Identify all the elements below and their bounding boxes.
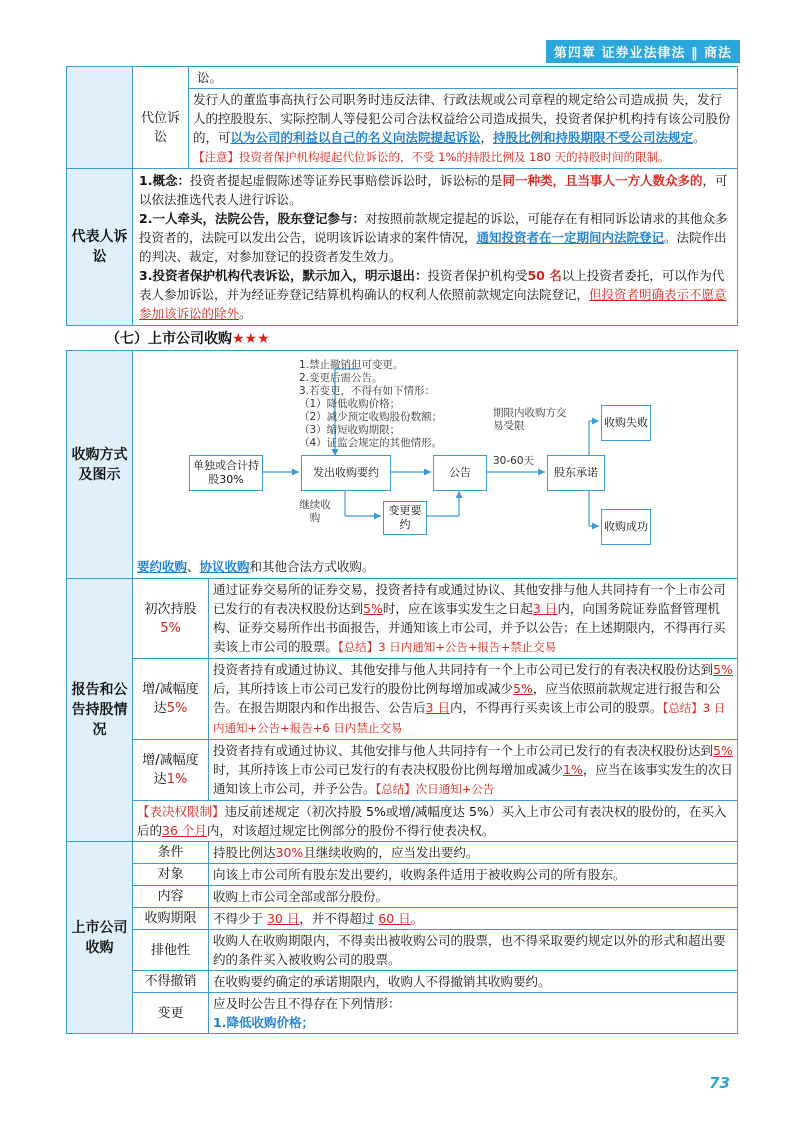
derivative-suit-text: 发行人的董监事高执行公司职务时违反法律、行政法规或公司章程的规定给公司造成损 失，发行人的控股股东、实际控制人等侵犯公司合法权益给公司造成损失，投资者保护机构持有该公司股份的，可以为公司的利益以自己的名义向法院提起诉讼，持股比例和持股期限不受公司法规定。 【注意】投资者保护机构提起代位诉讼的，不受 1%的持股比例及 180 天的持股时间的限制。	[189, 89, 738, 169]
report-label: 报告和公告持股情况	[67, 579, 133, 842]
takeover-table	[66, 350, 738, 1034]
content-page	[66, 66, 738, 1034]
report-text-5pct: 投资者持有或通过协议、其他安排与他人共同持有一个上市公司已发行的有表决权股份达到5%后，其所持该上市公司已发行的股份比例每增加或减少5%，应当依照前款规定进行报告和公告。在报告期限内和作出报告、公告后3 日内，不得再行买卖该上市公司的股票。【总结】3 日内通知+公告+报告+6 日内禁止交易	[209, 659, 738, 740]
takeover-sub-change: 变更	[133, 993, 209, 1034]
diagram-notes: 1.禁止撤销但可变更。 2.变更后需公告。 3.若变更，不得有如下情形： （1）降低收购价格； （2）减少预定收购股份数额； （3）缩短收购期限； （4）证监会规定的其他情形。	[299, 359, 443, 449]
label-continue: 继续收购	[299, 499, 331, 524]
box-fail: 收购失败	[601, 405, 651, 441]
takeover-sub-content: 内容	[133, 886, 209, 908]
box-commit: 股东承诺	[547, 455, 605, 491]
box-change-offer: 变更要约	[383, 501, 427, 535]
report-sub-5pct: 增/减幅度达5%	[133, 659, 209, 740]
takeover-text-target: 向该上市公司所有股东发出要约，收购条件适用于被收购公司的所有股东。	[209, 864, 738, 886]
box-success: 收购成功	[601, 509, 651, 545]
report-text-1pct: 投资者持有或通过协议、其他安排与他人共同持有一个上市公司已发行的有表决权股份达到5%时，其所持该上市公司已发行的有表决权股份比例每增加或减少1%，应当在该事实发生的次日通知该上市公司，并予公告。【总结】次日通知+公告	[209, 740, 738, 801]
derivative-suit-note: 【注意】投资者保护机构提起代位诉讼的，不受 1%的持股比例及 180 天的持股时间的限制。	[193, 150, 670, 164]
blank-section-cell	[67, 67, 133, 169]
methods-footer: 要约收购、协议收购和其他合法方式收购。	[137, 559, 375, 574]
label-days: 30-60天	[493, 455, 535, 467]
blank-cell	[133, 67, 189, 89]
takeover-text-exclusivity: 收购人在收购期限内，不得卖出被收购公司的股票，也不得采取要约规定以外的形式和超出要约的条件买入被收购公司的股票。	[209, 930, 738, 971]
box-single-holding: 单独或合计持股30%	[189, 455, 263, 491]
page-number: 73	[709, 1074, 730, 1092]
vote-restriction: 【表决权限制】违反前述规定（初次持股 5%或增/减幅度达 5%）买入上市公司有表决权的股份的，在买入后的36 个月内，对该超过规定比例部分的股份不得行使表决权。	[133, 801, 738, 842]
methods-cell	[133, 351, 738, 579]
suit-table	[66, 66, 738, 326]
methods-label: 收购方式及图示	[67, 351, 133, 579]
label-limit: 期限内收购方交易受限	[493, 407, 567, 432]
takeover-text-irrevocable: 在收购要约确定的承诺期限内，收购人不得撤销其收购要约。	[209, 971, 738, 993]
takeover-sub-condition: 条件	[133, 842, 209, 864]
report-text-initial: 通过证券交易所的证券交易，投资者持有或通过协议、其他安排与他人共同持有一个上市公司已发行的有表决权股份达到5%时，应在该事实发生之日起3 日内，向国务院证券监督管理机构、证券交易所作出书面报告，并通知该上市公司，并予以公告；在上述期限内，不得再行买卖该上市公司的股票。【总结】3 日内通知+公告+报告+禁止交易	[209, 579, 738, 659]
takeover-sub-period: 收购期限	[133, 908, 209, 930]
box-notice: 公告	[433, 455, 487, 491]
chapter-header: 第四章 证券业法律法 ‖ 商法	[546, 40, 740, 63]
takeover-diagram	[137, 351, 733, 557]
takeover-sub-irrevocable: 不得撤销	[133, 971, 209, 993]
takeover-sub-target: 对象	[133, 864, 209, 886]
rep-suit-label: 代表人诉讼	[67, 169, 133, 326]
takeover-text-condition: 持股比例达30%且继续收购的，应当发出要约。	[209, 842, 738, 864]
takeover-text-period: 不得少于 30 日，并不得超过 60 日。	[209, 908, 738, 930]
section-title: （七）上市公司收购★★★	[106, 331, 270, 347]
rep-suit-text: 1.概念：投资者提起虚假陈述等证券民事赔偿诉讼时，诉讼标的是同一种类，且当事人一方人数众多的，可以依法推选代表人进行诉讼。 2.一人牵头，法院公告，股东登记参与：对按照前款规定提起的诉讼，可能存在有相同诉讼请求的其他众多投资者的，法院可以发出公告，说明该诉讼请求的案件情况，通知投资者在一定期间内法院登记。法院作出的判决、裁定，对参加登记的投资者发生效力。 3.投资者保护机构代表诉讼，默示加入，明示退出：投资者保护机构受50 名以上投资者委托，可以作为代表人参加诉讼，并为经证券登记结算机构确认的权利人依照前款规定向法院登记，但投资者明确表示不愿意参加该诉讼的除外。	[133, 169, 738, 326]
report-sub-initial: 初次持股 5%	[133, 579, 209, 659]
takeover-label: 上市公司收购	[67, 842, 133, 1034]
takeover-text-change: 应及时公告且不得存在下列情形： 1.降低收购价格；	[209, 993, 738, 1034]
report-sub-1pct: 增/减幅度达1%	[133, 740, 209, 801]
top-fragment: 讼。	[189, 67, 738, 89]
box-issue-offer: 发出收购要约	[301, 455, 391, 491]
takeover-text-content: 收购上市公司全部或部分股份。	[209, 886, 738, 908]
takeover-sub-exclusivity: 排他性	[133, 930, 209, 971]
derivative-suit-label: 代位诉讼	[133, 89, 189, 169]
